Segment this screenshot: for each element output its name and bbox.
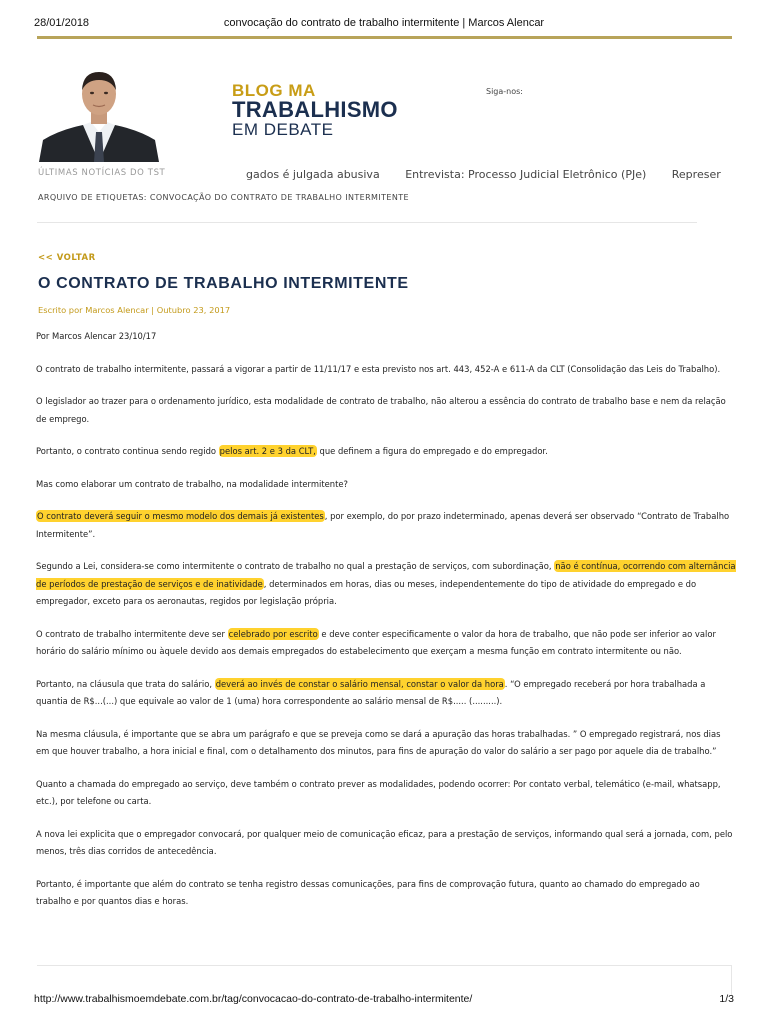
paragraph [36,508,736,543]
page-number: 1/3 [719,993,734,1005]
highlighted-text: não é contínua, ocorrendo com alternância de períodos de prestação de serviços e de inatividade [36,561,736,589]
latest-news-label: ÚLTIMAS NOTÍCIAS DO TST [38,168,166,178]
paragraph [36,443,736,461]
logo-line-3: EM DEBATE [232,120,334,139]
highlighted-text: celebrado por escrito [228,628,318,639]
paragraph [36,558,736,611]
ticker-item[interactable]: Entrevista: Processo Judicial Eletrônico (PJe) [405,168,647,181]
header-divider [37,36,732,39]
content-bottom-divider [37,965,732,966]
paragraph [36,676,736,711]
print-footer [34,993,734,1007]
paragraph: Quanto a chamada do empregado ao serviço, deve também o contrato prever as modalidades, podendo ocorrer: Por contato verbal, telemático (e-mail, whatsapp, etc.), por telefone ou carta. [36,778,721,806]
section-divider [37,222,697,223]
paragraph: Mas como elaborar um contrato de trabalho, na modalidade intermitente? [36,478,348,489]
print-date: 28/01/2018 [34,17,90,29]
paragraph: O legislador ao trazer para o ordenamento jurídico, esta modalidade de contrato de trabalho, não alterou a essência do contrato de trabalho base e nem da relação de emprego. [36,396,726,424]
paragraph-text: Portanto, na cláusula que trata do salário, [36,678,215,689]
highlighted-text: pelos art. 2 e 3 da CLT, [219,446,316,456]
paragraph-text: e deve conter especificamente o valor da hora de trabalho, que não pode ser inferior ao valor horário do salário mínimo ou àquele devido aos demais empregados do estabelecimento que exerçam a mesma função em contrato intermitente ou não. [36,628,716,656]
news-ticker [246,168,732,184]
paragraph: Portanto, é importante que além do contrato se tenha registro dessas comunicações, para fins de comprovação futura, quanto ao chamado do empregado ao trabalho e por quantos dias e horas. [36,878,700,906]
post-byline: Escrito por Marcos Alencar | Outubro 23, 2017 [38,305,231,315]
ticker-item[interactable]: Represer [671,168,721,181]
author-photo [39,62,159,162]
paragraph-text: O contrato de trabalho intermitente deve ser [36,628,228,639]
ticker-item[interactable]: gados é julgada abusiva [246,168,380,181]
paragraph-text: . “O empregado receberá por hora trabalhada a quantia de R$...(...) que equivale ao valor de 1 (uma) hora correspondente ao salário mensal de R$..... (.........). [36,678,706,706]
paragraph-text: que definem a figura do empregado e do empregador. [316,446,548,456]
back-link[interactable]: << VOLTAR [38,253,96,263]
paragraph: O contrato de trabalho intermitente, passará a vigorar a partir de 11/11/17 e esta previsto nos art. 443, 452-A e 611-A da CLT (Consolidação das Leis do Trabalho). [36,363,721,374]
highlighted-text: deverá ao invés de constar o salário mensal, constar o valor da hora [215,678,504,689]
paragraph: A nova lei explicita que o empregador convocará, por qualquer meio de comunicação eficaz, para a prestação de serviços, informando qual será a jornada, com, pelo menos, três dias corridos de antecedência. [36,828,733,856]
highlighted-text: O contrato deverá seguir o mesmo modelo dos demais já existentes [37,511,324,521]
blog-logo[interactable] [232,82,398,138]
content-side-divider [731,965,732,995]
post-content [36,328,736,926]
archive-heading: ARQUIVO DE ETIQUETAS: CONVOCAÇÃO DO CONTRATO DE TRABALHO INTERMITENTE [38,193,409,202]
paragraph: Na mesma cláusula, é importante que se abra um parágrafo e que se preveja como se dará a apuração das horas trabalhadas. ” O empregado registrará, nos dias em que houver trabalho, a hora inicial e final, com o detalhamento dos minutos, para fins de apuração do valor do salário a ser pago por aquele dia de trabalho.” [36,728,721,756]
page-url: http://www.trabalhismoemdebate.com.br/tag/convocacao-do-contrato-de-trabalho-intermitente/ [34,993,473,1005]
paragraph-text: , por exemplo, do por prazo indeterminado, apenas deverá ser observado “Contrato de Trabalho Intermitente”. [36,511,730,539]
logo-line-1: BLOG MA [232,81,316,100]
print-header [34,17,734,31]
paragraph-text: , determinados em horas, dias ou meses, independentemente do tipo de atividade do empregado e do empregador, exceto para os aeronautas, regidos por legislação própria. [36,578,697,606]
paragraph-text: Segundo a Lei, considera-se como intermitente o contrato de trabalho no qual a prestação de serviços, com subordinação, [36,561,555,571]
paragraph-text: Portanto, o contrato continua sendo regido [36,446,219,456]
paragraph: Por Marcos Alencar 23/10/17 [36,331,157,341]
post-title[interactable]: O CONTRATO DE TRABALHO INTERMITENTE [38,275,409,292]
print-document-title: convocação do contrato de trabalho intermitente | Marcos Alencar [223,17,545,29]
logo-line-2: TRABALHISMO [232,97,398,122]
paragraph [36,626,736,661]
follow-us-label: Siga-nos: [486,87,523,96]
